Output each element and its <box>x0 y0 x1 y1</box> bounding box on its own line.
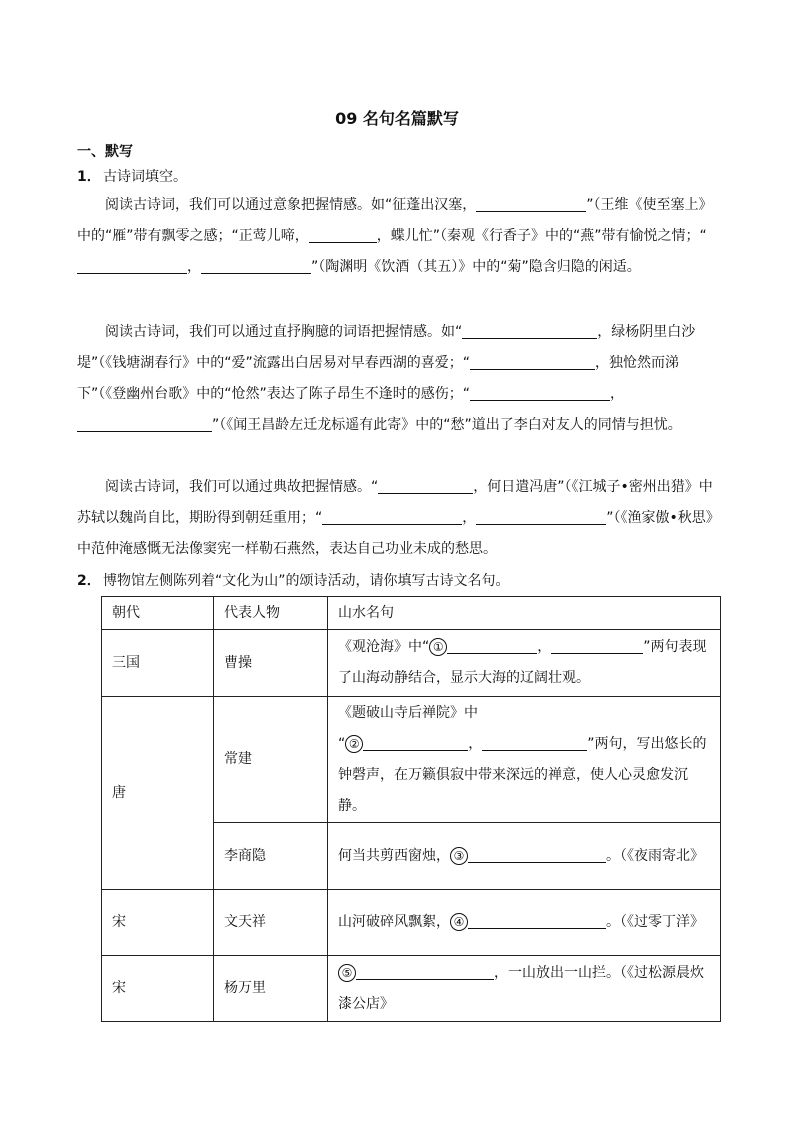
table-row <box>102 697 721 823</box>
blank-marker: ① <box>429 638 447 656</box>
text-segment: 何当共剪西窗烛， <box>338 847 450 864</box>
answer-blank[interactable] <box>468 914 606 929</box>
question-number: 1． <box>77 169 101 185</box>
header-dynasty: 朝代 <box>102 597 214 630</box>
blank-marker: ③ <box>450 847 468 865</box>
table-row <box>102 630 721 697</box>
paragraph-allusion <box>77 472 717 565</box>
text-segment: 山河破碎风飘絮， <box>338 914 450 930</box>
person-cell: 杨万里 <box>214 956 328 1022</box>
text-segment: ，何日遣冯唐”（《江城子•密州出猎》中苏轼以魏尚自比，期盼得到朝廷重用；“ <box>77 479 713 526</box>
question-number: 2． <box>77 573 101 589</box>
text-segment: ”（陶渊明《饮酒（其五）》中的“菊”隐含归隐的闲适。 <box>311 259 641 275</box>
person-cell: 李商隐 <box>214 823 328 890</box>
text-segment: ”（王维《使至塞上》中的“雁”带有飘零之感；“正莺儿啼， <box>77 197 713 244</box>
poetry-table <box>101 596 721 1022</box>
text-segment: ，一山放出一山拦。（《过松源晨炊漆公店》 <box>338 964 704 1012</box>
verse-cell <box>328 890 721 956</box>
answer-blank[interactable] <box>447 639 537 654</box>
text-segment: 。（《过零丁洋》 <box>606 914 704 930</box>
answer-blank[interactable] <box>551 639 643 654</box>
text-segment: ， <box>187 259 201 275</box>
text-segment: 《题破山寺后禅院》中 <box>338 704 478 721</box>
header-person: 代表人物 <box>214 597 328 630</box>
verse-cell <box>328 956 721 1022</box>
text-segment: ，绿杨阴里白沙堤”（《钱塘湖春行》中的“爱”流露出白居易对早春西湖的喜爱；“ <box>77 324 696 371</box>
question-text: 博物馆左侧陈列着“文化为山”的颂诗活动，请你填写古诗文名句。 <box>103 573 510 589</box>
verse-cell <box>328 823 721 890</box>
text-segment: 阅读古诗词，我们可以通过典故把握情感。“ <box>105 479 379 495</box>
answer-blank[interactable] <box>470 386 610 401</box>
answer-blank[interactable] <box>309 228 377 243</box>
text-segment: 阅读古诗词，我们可以通过直抒胸臆的词语把握情感。如“ <box>105 324 463 340</box>
text-segment: “ <box>338 735 346 752</box>
answer-blank[interactable] <box>462 324 597 339</box>
answer-blank[interactable] <box>476 197 586 212</box>
text-segment: 阅读古诗词，我们可以通过意象把握情感。如“征蓬出汉塞， <box>105 197 477 213</box>
text-segment: ， <box>610 386 625 402</box>
text-segment: 。（《夜雨寄北》 <box>606 847 704 864</box>
answer-blank[interactable] <box>482 736 587 751</box>
question-1-prompt <box>77 166 187 186</box>
blank-marker: ② <box>345 735 363 753</box>
table-row <box>102 956 721 1022</box>
question-2-prompt <box>77 570 510 590</box>
answer-blank[interactable] <box>468 848 606 863</box>
answer-blank[interactable] <box>363 736 468 751</box>
person-cell: 文天祥 <box>214 890 328 956</box>
person-cell: 曹操 <box>214 630 328 697</box>
text-segment: ，蝶儿忙”（秦观《行香子》中的“燕”带有愉悦之情；“ <box>376 228 707 244</box>
dynasty-cell: 宋 <box>102 956 214 1022</box>
answer-blank[interactable] <box>201 259 311 274</box>
text-segment: ， <box>462 510 477 526</box>
question-text: 古诗词填空。 <box>103 169 187 185</box>
text-segment: ，独怆然而涕下”（《登幽州台歌》中的“怆然”表达了陈子昂生不逢时的感伤；“ <box>77 355 680 402</box>
section-heading: 一、默写 <box>77 144 133 160</box>
answer-blank[interactable] <box>356 965 494 980</box>
dynasty-cell: 宋 <box>102 890 214 956</box>
text-segment: ”（《渔家傲•秋思》中范仲淹感慨无法像窦宪一样勒石燕然，表达自己功业未成的愁思。 <box>77 510 713 557</box>
text-segment: ”两句，写出悠长的钟磬声，在万籁俱寂中带来深远的禅意，使人心灵愈发沉静。 <box>338 735 707 814</box>
text-segment: ”两句表现了山海动静结合，显示大海的辽阔壮观。 <box>338 639 707 686</box>
answer-blank[interactable] <box>476 510 606 525</box>
answer-blank[interactable] <box>470 355 595 370</box>
verse-cell <box>328 697 721 823</box>
table-header-row <box>102 597 721 630</box>
blank-marker: ④ <box>450 913 468 931</box>
table-row <box>102 890 721 956</box>
paragraph-direct-emotion <box>77 317 717 441</box>
dynasty-cell: 唐 <box>102 697 214 890</box>
text-segment: 《观沧海》中“ <box>338 639 430 655</box>
answer-blank[interactable] <box>77 259 187 274</box>
person-cell: 常建 <box>214 697 328 823</box>
blank-marker: ⑤ <box>338 964 356 982</box>
text-segment: ， <box>537 639 552 655</box>
verse-cell <box>328 630 721 697</box>
page-title: 09 名句名篇默写 <box>335 109 459 128</box>
paragraph-imagery <box>77 190 717 283</box>
dynasty-cell: 三国 <box>102 630 214 697</box>
answer-blank[interactable] <box>322 510 462 525</box>
text-segment: ”（《闻王昌龄左迁龙标遥有此寄》中的“愁”道出了李白对友人的同情与担忧。 <box>212 417 682 433</box>
answer-blank[interactable] <box>77 417 212 432</box>
answer-blank[interactable] <box>378 479 473 494</box>
text-segment: ， <box>468 735 483 752</box>
header-verse: 山水名句 <box>328 597 721 630</box>
